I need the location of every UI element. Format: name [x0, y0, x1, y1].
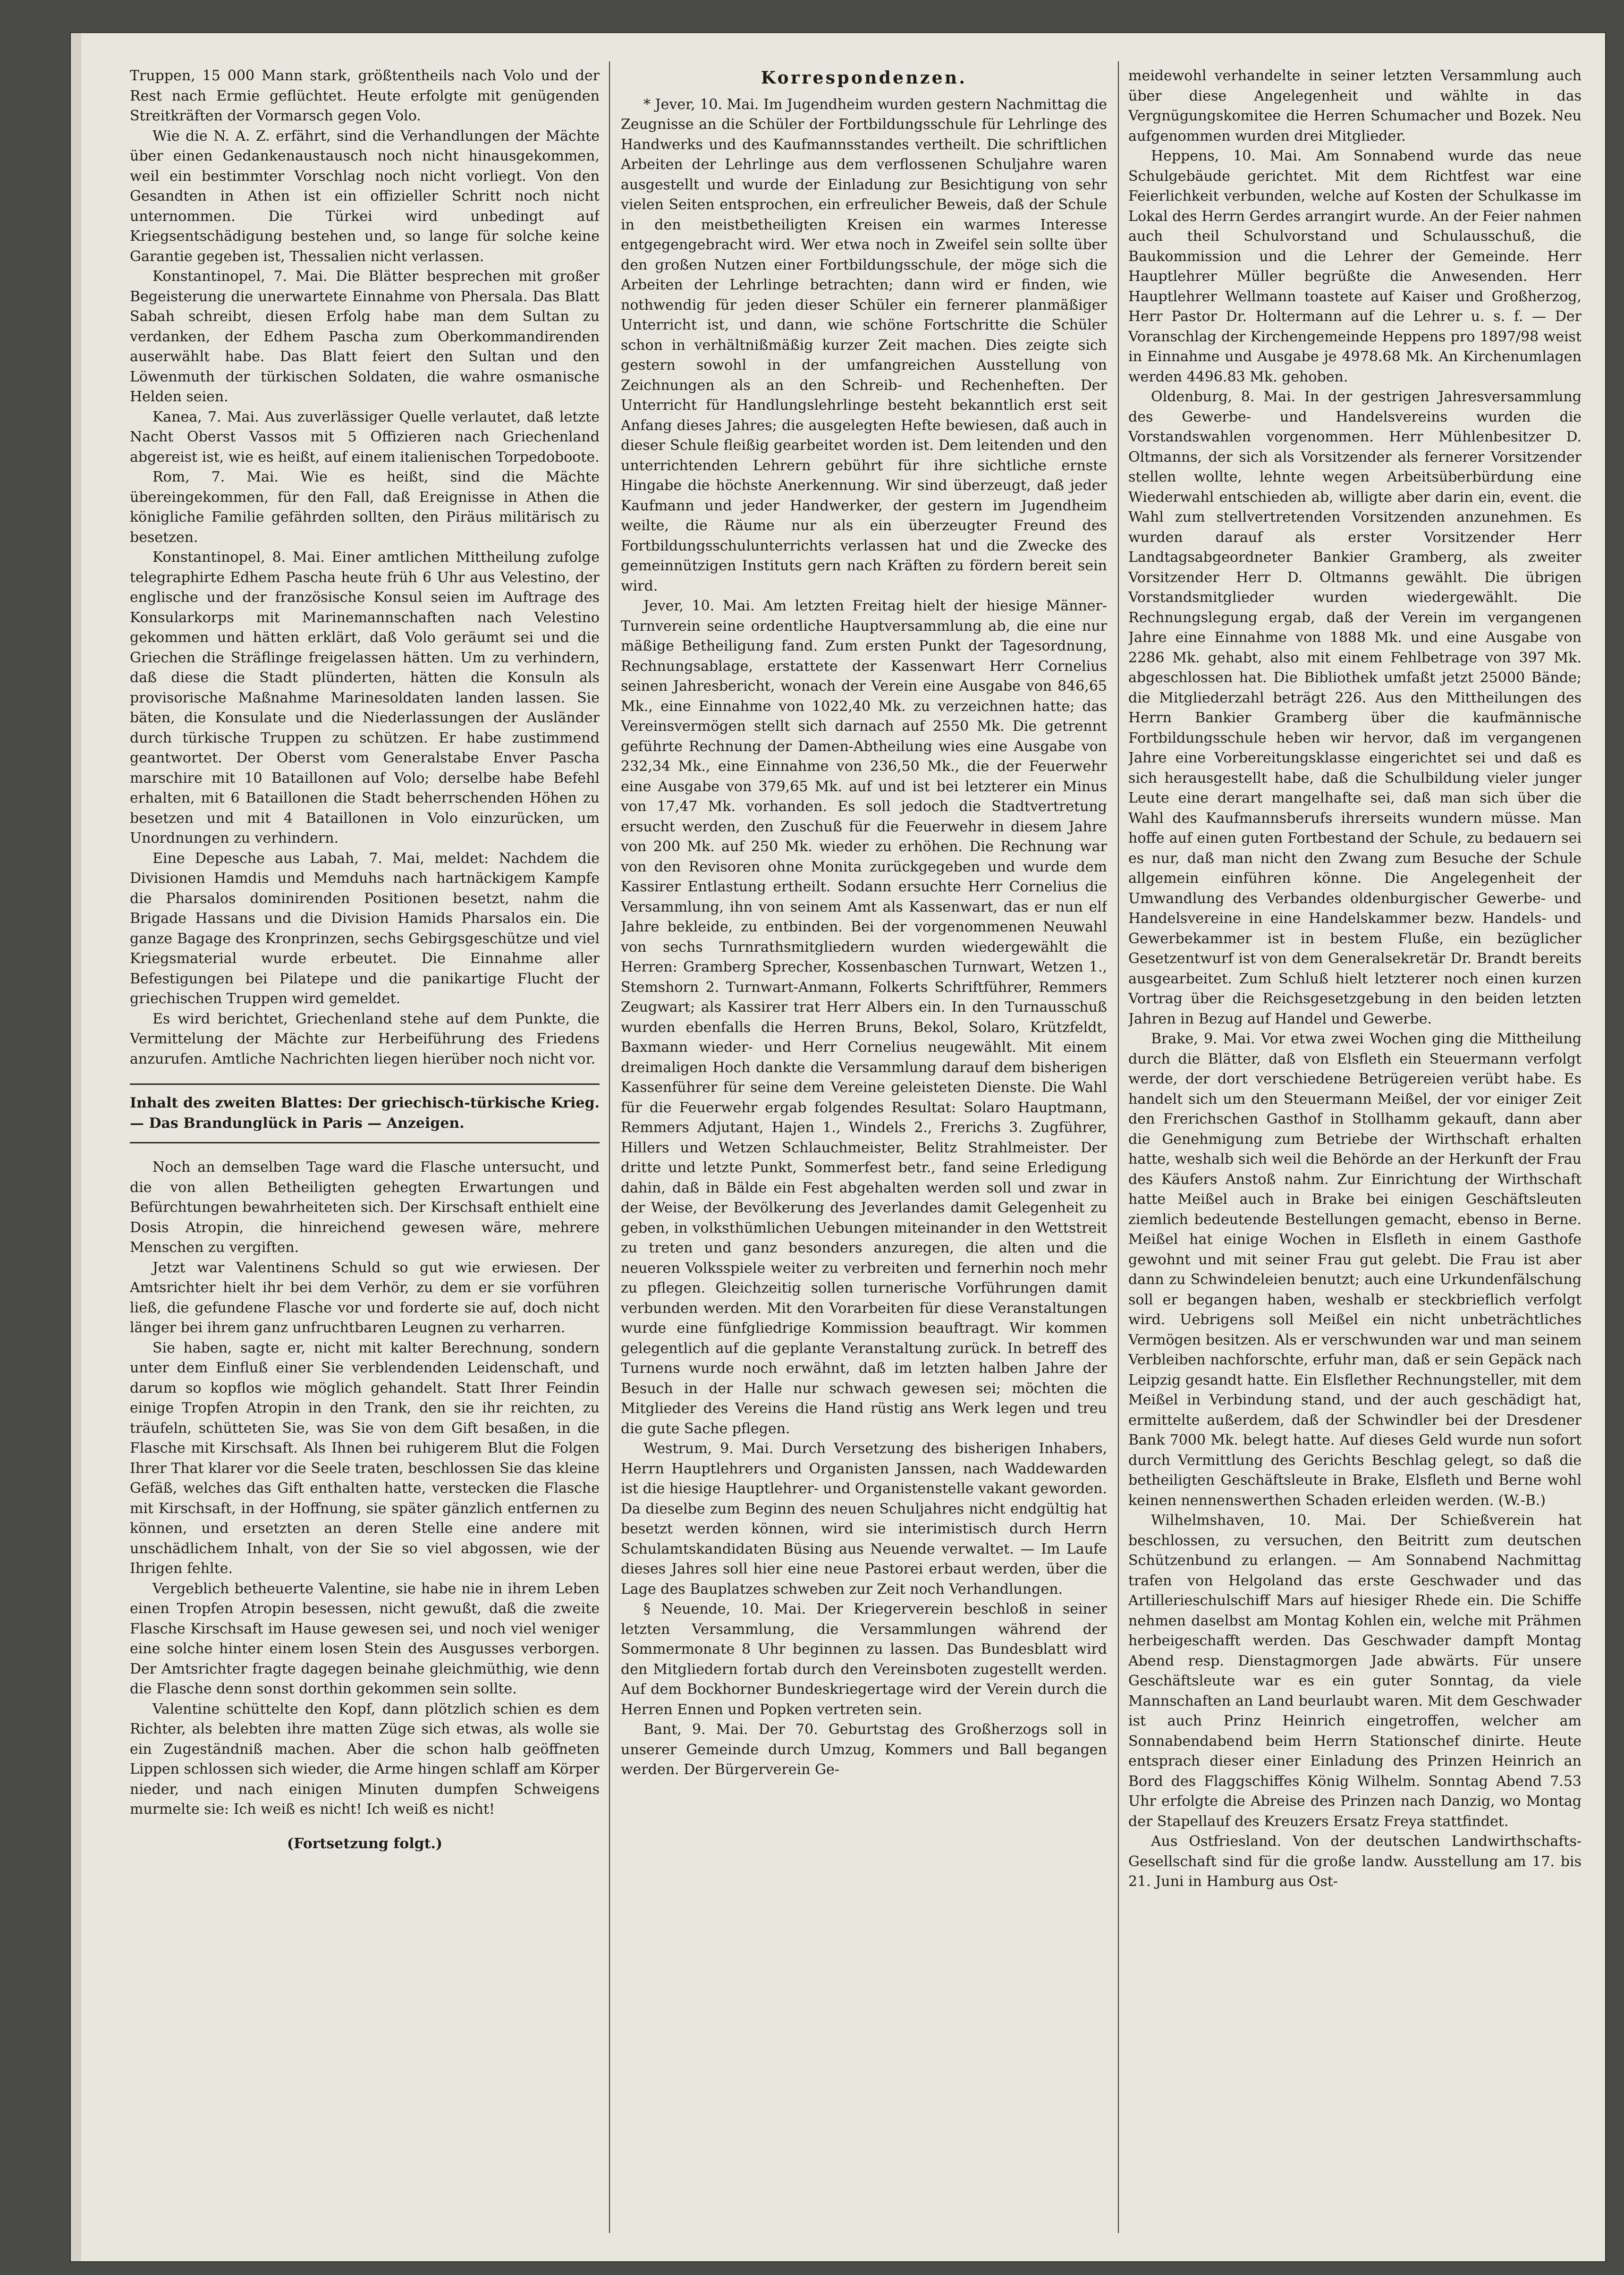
- column-rule: [609, 61, 610, 2233]
- news-paragraph: Westrum, 9. Mai. Durch Versetzung des bisherigen Inhabers, Herrn Hauptlehrers und Organisten Janssen, nach Waddewarden ist die hiesige Hauptlehrer- und Organistenstelle vakant geworden. Da dieselbe zum Beginn des neuen Schuljahres nicht endgültig hat besetzt werden können, wird sie interimistisch durch Herrn Schulamtskandidaten Büsing aus Neuende verwaltet. — Im Laufe dieses Jahres soll hier eine neue Pastorei erbaut werden, über die Lage des Bauplatzes schweben zur Zeit noch Verhandlungen.: [621, 1440, 1107, 1598]
- contents-text: Inhalt des zweiten Blattes: Der griechisch-türkische Krieg. — Das Brandunglück in Paris — Anzeigen.: [130, 1095, 600, 1132]
- news-paragraph: Heppens, 10. Mai. Am Sonnabend wurde das neue Schulgebäude gerichtet. Mit dem Richtfest war eine Feierlichkeit verbunden, welche auf Kosten der Schulkasse im Lokal des Herrn Gerdes arrangirt wurde. An der Feier nahmen auch theil Schulvorstand und Schulausschuß, die Baukommission und die Lehrer der Gemeinde. Herr Hauptlehrer Müller begrüßte die Anwesenden. Herr Hauptlehrer Wellmann toastete auf Kaiser und Großherzog, Herr Pastor Dr. Holtermann auf die Lehrer u. s. f. — Der Voranschlag der Kirchengemeinde Heppens pro 1897/98 weist in Einnahme und Ausgabe je 4978.68 Mk. An Kirchenumlagen werden 4496.83 Mk. gehoben.: [1128, 148, 1582, 385]
- news-paragraph: Wie die N. A. Z. erfährt, sind die Verhandlungen der Mächte über einen Gedankenaustausch noch nicht hinausgekommen, weil ein bestimmter Vorschlag noch nicht vorliegt. Von den Gesandten in Athen ist ein offizieller Schritt noch nicht unternommen. Die Türkei wird unbedingt auf Kriegsentschädigung bestehen und, so lange für solche keine Garantie gegeben ist, Thessalien nicht verlassen.: [130, 127, 600, 265]
- news-paragraph: Brake, 9. Mai. Vor etwa zwei Wochen ging die Mittheilung durch die Blätter, daß von Elsfleth ein Steuermann verfolgt werde, der dort verschiedene Betrügereien verübt habe. Es handelt sich um den Steuermann Meißel, der vor einiger Zeit den Frerichschen Gasthof in Stollhamm gekauft, dann aber die Genehmigung zum Betriebe der Wirthschaft erhalten hatte, weshalb sich weil die Behörde an der Herkunft der Frau des Käufers Anstoß nahm. Zur Einrichtung der Wirthschaft hatte Meißel auch in Brake bei einigen Geschäftsleuten ziemlich bedeutende Bestellungen gemacht, ebenso in Berne. Meißel hat einige Wochen in Elsfleth in einem Gasthofe gewohnt und mit seiner Frau gut gelebt. Die Frau ist aber dann zu Schwindeleien benutzt; auch eine Urkundenfälschung soll er begangen haben, weshalb er steckbrieflich verfolgt wird. Uebrigens soll Meißel ein nicht unbeträchtliches Vermögen besitzen. Als er verschwunden war und man seinem Verbleiben nachforschte, erfuhr man, daß er sein Gepäck nach Leipzig gesandt hatte. Ein Elsflether Rechnungsteller, mit dem Meißel in Verbindung stand, und der auch geschädigt hat, ermittelte außerdem, daß der Schwindler bei der Dresdener Bank 7000 Mk. belegt hatte. Auf dieses Geld wurde nun sofort durch Vermittlung des Gerichts Beschlag gelegt, so daß die betheiligten Geschäftsleute in Brake, Elsfleth und Berne wohl keinen nennenswerthen Schaden erleiden werden. (W.-B.): [1128, 1031, 1582, 1509]
- newspaper-page: [71, 33, 1605, 2261]
- news-paragraph: Bant, 9. Mai. Der 70. Geburtstag des Großherzogs soll in unserer Gemeinde durch Umzug, Kommers und Ball begangen werden. Der Bürgerverein Ge-: [621, 1721, 1107, 1778]
- contents-box: [130, 1083, 600, 1143]
- section-heading: Korrespondenzen.: [761, 68, 967, 88]
- news-paragraph: Konstantinopel, 8. Mai. Einer amtlichen Mittheilung zufolge telegraphirte Edhem Pascha heute früh 6 Uhr aus Velestino, der englische und der französische Konsul seien im Auftrage des Konsularkorps mit Marinemannschaften nach Velestino gekommen und hätten erklärt, daß Volo geräumt sei und die Griechen die Sträflinge freigelassen hätten. Um zu verhindern, daß diese die Stadt plünderten, hätten die Konsuln als provisorische Maßnahme Marinesoldaten landen lassen. Sie bäten, die Konsulate und die Niederlassungen der Ausländer durch türkische Truppen zu schützen. Er habe zustimmend geantwortet. Der Oberst vom Generalstabe Enver Pascha marschire mit 10 Bataillonen auf Volo; derselbe habe Befehl erhalten, mit 6 Bataillonen die Stadt beherrschenden Höhen zu besetzen und mit 4 Bataillonen in Volo einzurücken, um Unordnungen zu verhindern.: [130, 549, 600, 846]
- scan-edge: [71, 33, 81, 2261]
- column-1: [130, 66, 600, 2233]
- news-paragraph: Truppen, 15 000 Mann stark, größtentheils nach Volo und der Rest nach Ermie geflüchtet. Heute erfolgte mit genügenden Streitkräften der Vormarsch gegen Volo.: [130, 68, 600, 124]
- news-paragraph: Aus Ostfriesland. Von der deutschen Landwirthschafts-Gesellschaft sind für die große landw. Ausstellung am 17. bis 21. Juni in Hamburg aus Ost-: [1128, 1833, 1582, 1890]
- feuilleton-paragraph: Noch an demselben Tage ward die Flasche untersucht, und die von allen Betheiligten gehegten Erwartungen und Befürchtungen bewahrheiteten sich. Der Kirschsaft enthielt eine Dosis Atropin, die hinreichend gewesen wäre, mehrere Menschen zu vergiften.: [130, 1159, 600, 1256]
- news-paragraph: Es wird berichtet, Griechenland stehe auf dem Punkte, die Vermittelung der Mächte zur Herbeiführung des Friedens anzurufen. Amtliche Nachrichten liegen hierüber noch nicht vor.: [130, 1010, 600, 1067]
- news-paragraph: * Jever, 10. Mai. Im Jugendheim wurden gestern Nachmittag die Zeugnisse an die Schüler der Fortbildungsschule für Lehrlinge des Handwerks und des Kaufmannsstandes vertheilt. Die schriftlichen Arbeiten der Lehrlinge aus dem verflossenen Schuljahre waren ausgestellt und wurde der Einladung zur Besichtigung von sehr vielen Seiten entsprochen, ein erfreulicher Beweis, daß der Schule in den meistbetheiligten Kreisen ein warmes Interesse entgegengebracht wird. Wer etwa noch in Zweifel sein sollte über den großen Nutzen einer Fortbildungsschule, der möge sich die Arbeiten der Lehrlinge betrachten; dann wird er finden, wie nothwendig für jeden dieser Schüler ein fernerer planmäßiger Unterricht ist, und dann, wie schöne Fortschritte die Schüler schon in verhältnißmäßig kurzer Zeit machen. Dies zeigte sich gestern sowohl in der umfangreichen Ausstellung von Zeichnungen als an den Schreib- und Rechenheften. Der Unterricht für Handlungslehrlinge besteht bekanntlich erst seit Anfang dieses Jahres; die ausgelegten Hefte bewiesen, daß auch in dieser Schule fleißig gearbeitet worden ist. Dem leitenden und den unterrichtenden Lehrern gebührt für ihre sichtliche ernste Hingabe die höchste Anerkennung. Wir sind überzeugt, daß jeder Kaufmann und jeder Handwerker, der gestern im Jugendheim weilte, die Räume nur als ein überzeugter Freund des Fortbildungsschulunterrichts verlassen hat und die Zwecke des gemeinnützigen Instituts gern nach Kräften zu fördern bereit sein wird.: [621, 96, 1107, 594]
- feuilleton-paragraph: Sie haben, sagte er, nicht mit kalter Berechnung, sondern unter dem Einfluß einer Sie verblendenden Leidenschaft, und darum so kopflos wie möglich gehandelt. Statt Ihrer Feindin einige Tropfen Atropin in den Trank, den sie ihr reichten, zu träufeln, schütteten Sie, was Sie von dem Gift besaßen, in die Flasche mit Kirschsaft. Als Ihnen bei ruhigerem Blut die Folgen Ihrer That klarer vor die Seele traten, beschlossen Sie das kleine Gefäß, welches das Gift enthalten hatte, verstecken die Flasche mit Kirschsaft, in der Hoffnung, sie später gänzlich entfernen zu können, und ersetzten an deren Stelle eine andere mit unschädlichem Inhalt, von der Sie so viel abgossen, wie der Ihrigen fehlte.: [130, 1339, 600, 1577]
- column-2: [621, 66, 1107, 2233]
- news-paragraph: Kanea, 7. Mai. Aus zuverlässiger Quelle verlautet, daß letzte Nacht Oberst Vassos mit 5 Offizieren nach Griechenland abgereist ist, wie es heißt, auf einem italienischen Torpedoboote.: [130, 408, 600, 465]
- column-3: [1128, 66, 1582, 2233]
- news-paragraph: meidewohl verhandelte in seiner letzten Versammlung auch über diese Angelegenheit und wählte in das Vergnügungskomitee die Herren Schumacher und Bozek. Neu aufgenommen wurden drei Mitglieder.: [1128, 68, 1582, 144]
- continued-note: (Fortsetzung folgt.): [287, 1835, 443, 1852]
- news-paragraph: Jever, 10. Mai. Am letzten Freitag hielt der hiesige Männer-Turnverein seine ordentliche Hauptversammlung ab, die eine nur mäßige Betheiligung fand. Zum ersten Punkt der Tagesordnung, Rechnungsablage, erstattete der Kassenwart Herr Cornelius seinen Jahresbericht, wonach der Verein eine Ausgabe von 846,65 Mk., eine Einnahme von 1022,40 Mk. zu verzeichnen hatte; das Vereinsvermögen stellt sich darnach auf 2550 Mk. Die getrennt geführte Rechnung der Damen-Abtheilung wies eine Ausgabe von 232,34 Mk., eine Einnahme von 236,50 Mk., die der Feuerwehr eine Ausgabe von 379,65 Mk. auf und ist bei letzterer ein Minus von 17,47 Mk. vorhanden. Es soll jedoch die Stadtvertretung ersucht werden, den Zuschuß für die Feuerwehr in diesem Jahre von 200 Mk. auf 250 Mk. wieder zu erhöhen. Die Rechnung war von den Revisoren ohne Monita zurückgegeben und wurde dem Kassirer Entlastung ertheilt. Sodann ersuchte Herr Cornelius die Versammlung, ihn von seinem Amt als Kassenwart, das er nun elf Jahre bekleide, zu entbinden. Bei der vorgenommenen Neuwahl von sechs Turnrathsmitgliedern wurden wiedergewählt die Herren: Gramberg Sprecher, Kossenbaschen Turnwart, Wetzen 1., Stemshorn 2. Turnwart-Anmann, Folkerts Schriftführer, Remmers Zeugwart; als Kassirer trat Herr Albers ein. In den Turnausschuß wurden ebenfalls die Herren Bruns, Bekol, Solaro, Krützfeldt, Baxmann wieder- und Herr Cornelius neugewählt. Mit einem dreimaligen Hoch dankte die Versammlung darauf dem bisherigen Kassenführer für seine dem Vereine geleisteten Dienste. Die Wahl für die Feuerwehr ergab folgendes Resultat: Solaro Hauptmann, Remmers Adjutant, Hajen 1., Windels 2., Frerichs 3. Zugführer, Hillers und Wetzen Schlauchmeister, Belitz Strahlmeister. Der dritte und letzte Punkt, Sommerfest betr., fand seine Erledigung dahin, daß in Bälde ein Fest abgehalten werden soll und zwar in der Weise, der Bevölkerung des Jeverlandes damit Gelegenheit zu geben, in volksthümlichen Uebungen miteinander in den Wettstreit zu treten und ganz besonders anzuregen, die alten und die neueren Volksspiele weiter zu verbreiten und fernerhin noch mehr zu pflegen. Gleichzeitig sollen turnerische Vorführungen damit verbunden werden. Mit den Vorarbeiten für diese Veranstaltungen wurde eine fünfgliedrige Kommission beauftragt. Wir kommen gelegentlich auf die geplante Veranstaltung zurück. In betreff des Turnens wurde noch erwähnt, daß im letzten halben Jahre der Besuch in der Halle nur schwach gewesen sei; möchten die Mitglieder des Vereins die Hand rüstig ans Werk legen und treu die gute Sache pflegen.: [621, 598, 1107, 1437]
- news-paragraph: Oldenburg, 8. Mai. In der gestrigen Jahresversammlung des Gewerbe- und Handelsvereins wurden die Vorstandswahlen vorgenommen. Herr Mühlenbesitzer D. Oltmanns, der sich als Vorsitzender als fernerer Vorsitzender stellen wollte, lehnte wegen Arbeitsüberbürdung eine Wiederwahl entschieden ab, willigte aber darin ein, event. die Wahl zum stellvertretenden Vorsitzenden anzunehmen. Es wurden darauf als erster Vorsitzender Herr Landtagsabgeordneter Bankier Gramberg, als zweiter Vorsitzender Herr D. Oltmanns gewählt. Die übrigen Vorstandsmitglieder wurden wiedergewählt. Die Rechnungslegung ergab, daß der Verein im vergangenen Jahre eine Einnahme von 1888 Mk. und eine Ausgabe von 2286 Mk. gehabt, also mit einem Fehlbetrage von 397 Mk. abgeschlossen hat. Die Bibliothek umfaßt jetzt 25000 Bände; die Mitgliederzahl beträgt 226. Aus den Mittheilungen des Herrn Bankier Gramberg über die kaufmännische Fortbildungsschule heben wir hervor, daß im vergangenen Jahre eine Vorbereitungsklasse eingerichtet sei und daß es sich herausgestellt habe, daß die Schulbildung vieler junger Leute eine derart mangelhafte sei, daß man sich über die Wahl des Kaufmannsberufs ihrerseits wundern müsse. Man hoffe auf einen guten Fortbestand der Schule, zu bedauern sei es nur, daß man nicht den Zwang zum Besuche der Schule allgemein einführen könne. Die Angelegenheit der Umwandlung des Verbandes oldenburgischer Gewerbe- und Handelsvereine in eine Handelskammer bezw. Handels- und Gewerbekammer ist in bestem Fluße, ein bezüglicher Gesetzentwurf ist von dem Generalsekretär Dr. Brandt bereits ausgearbeitet. Zum Schluß hielt letzterer noch einen kurzen Vortrag über die Reichsgesetzgebung in den beiden letzten Jahren in Bezug auf Handel und Gewerbe.: [1128, 389, 1582, 1027]
- feuilleton-paragraph: Vergeblich betheuerte Valentine, sie habe nie in ihrem Leben einen Tropfen Atropin besessen, nicht gewußt, daß die zweite Flasche Kirschsaft im Hause gewesen sei, und noch viel weniger eine solche hinter einem losen Stein des Ausgusses verborgen. Der Amtsrichter fragte dagegen beinahe gleichmüthig, wie denn die Flasche denn sonst dorthin gekommen sein sollte.: [130, 1580, 600, 1697]
- column-rule: [1118, 61, 1119, 2233]
- news-paragraph: Eine Depesche aus Labah, 7. Mai, meldet: Nachdem die Divisionen Hamdis und Memduhs nach hartnäckigem Kampfe die Pharsalos dominirenden Positionen besetzt, nahm die Brigade Hassans und die Division Hamids Pharsalos ein. Die ganze Bagage des Kronprinzen, sechs Gebirgsgeschütze und viel Kriegsmaterial wurde erbeutet. Die Einnahme aller Befestigungen bei Pilatepe und die panikartige Flucht der griechischen Truppen wird gemeldet.: [130, 850, 600, 1007]
- news-paragraph: § Neuende, 10. Mai. Der Kriegerverein beschloß in seiner letzten Versammlung, die Versammlungen während der Sommermonate 8 Uhr beginnen zu lassen. Das Bundesblatt wird den Mitgliedern fortab durch den Vereinsboten zugestellt werden. Auf dem Bockhorner Bundeskriegertage wird der Verein durch die Herren Ennen und Popken vertreten sein.: [621, 1601, 1107, 1718]
- feuilleton-paragraph: Valentine schüttelte den Kopf, dann plötzlich schien es dem Richter, als belebten ihre matten Züge sich etwas, als wolle sie ein Zugeständniß machen. Aber die schon halb geöffneten Lippen schlossen sich wieder, die Arme hingen schlaff am Körper nieder, und nach einigen Minuten dumpfen Schweigens murmelte sie: Ich weiß es nicht! Ich weiß es nicht!: [130, 1700, 600, 1818]
- feuilleton-paragraph: Jetzt war Valentinens Schuld so gut wie erwiesen. Der Amtsrichter hielt ihr bei dem Verhör, zu dem er sie vorführen ließ, die gefundene Flasche vor und forderte sie auf, doch nicht länger bei ihrem ganz unfruchtbaren Leugnen zu verharren.: [130, 1259, 600, 1336]
- news-paragraph: Wilhelmshaven, 10. Mai. Der Schießverein hat beschlossen, zu versuchen, den Beitritt zum deutschen Schützenbund zu erlangen. — Am Sonnabend Nachmittag trafen von Helgoland das erste Geschwader und das Artillerieschulschiff Mars auf hiesiger Rhede ein. Die Schiffe nehmen daselbst am Montag Kohlen ein, welche mit Prähmen herbeigeschafft werden. Das Geschwader dampft Montag Abend resp. Dienstagmorgen Jade abwärts. Für unsere Geschäftsleute war es ein guter Sonntag, da viele Mannschaften an Land beurlaubt waren. Mit dem Geschwader ist auch Prinz Heinrich eingetroffen, welcher am Sonnabendabend beim Herrn Stationschef dinirte. Heute entsprach dieser einer Einladung des Prinzen Heinrich an Bord des Flaggschiffes König Wilhelm. Sonntag Abend 7.53 Uhr erfolgte die Abreise des Prinzen nach Danzig, wo Montag der Stapellauf des Kreuzers Ersatz Freya stattfindet.: [1128, 1512, 1582, 1830]
- news-paragraph: Konstantinopel, 7. Mai. Die Blätter besprechen mit großer Begeisterung die unerwartete Einnahme von Phersala. Das Blatt Sabah schreibt, diesen Erfolg habe man dem Sultan zu verdanken, der Edhem Pascha zum Oberkommandirenden auserwählt habe. Das Blatt feiert den Sultan und den Löwenmuth der türkischen Soldaten, die wahre osmanische Helden seien.: [130, 268, 600, 405]
- news-paragraph: Rom, 7. Mai. Wie es heißt, sind die Mächte übereingekommen, für den Fall, daß Ereignisse in Athen die königliche Familie gefährden sollten, den Piräus militärisch zu besetzen.: [130, 469, 600, 546]
